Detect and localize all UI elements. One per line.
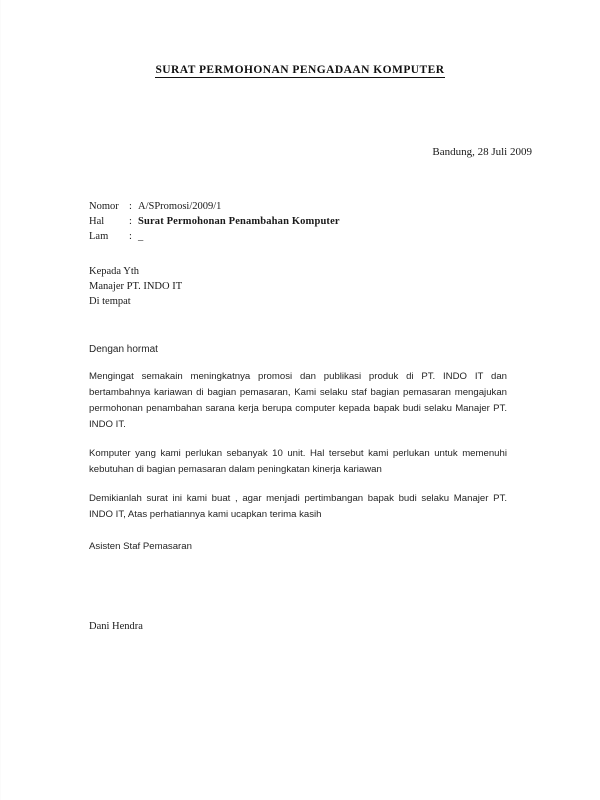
- reference-colon-nomor: :: [129, 201, 132, 212]
- reference-value-lam: _: [138, 231, 144, 242]
- letter-body: [89, 369, 507, 523]
- reference-value-hal: Surat Permohonan Penambahan Komputer: [138, 216, 340, 227]
- body-paragraph-1: Mengingat semakain meningkatnya promosi dan publikasi produk di PT. INDO IT dan bertambahnya kariawan di bagian pemasaran, Kami selaku staf bagian pemasaran mengajukan permohonan penambahan sarana kerja berupa computer kepada bapak budi selaku Manajer PT. INDO IT.: [89, 371, 507, 430]
- reference-block: [89, 199, 340, 244]
- recipient-line-location: Di tempat: [89, 296, 131, 307]
- signer-name: Dani Hendra: [89, 621, 143, 632]
- reference-label-lam: Lam: [89, 231, 109, 242]
- reference-row-hal: [89, 214, 340, 229]
- reference-row-nomor: [89, 199, 340, 214]
- reference-colon-lam: :: [129, 231, 132, 242]
- letter-salutation: Dengan hormat: [89, 344, 158, 355]
- reference-label-hal: Hal: [89, 216, 105, 227]
- document-title: [0, 64, 600, 76]
- body-paragraph-3: Demikianlah surat ini kami buat , agar menjadi pertimbangan bapak budi selaku Manajer PT. INDO IT, Atas perhatiannya kami ucapkan terima kasih: [89, 493, 507, 520]
- reference-label-nomor: Nomor: [89, 201, 119, 212]
- recipient-line-salutation: Kepada Yth: [89, 266, 140, 277]
- document-title-text: SURAT PERMOHONAN PENGADAAN KOMPUTER: [155, 64, 445, 76]
- recipient-line-organization: Manajer PT. INDO IT: [89, 281, 183, 292]
- body-paragraph-2: Komputer yang kami perlukan sebanyak 10 unit. Hal tersebut kami perlukan untuk memenuhi kebutuhan di bagian pemasaran dalam peningkatan kinerja kariawan: [89, 448, 507, 475]
- signature-position-title: Asisten Staf Pemasaran: [89, 541, 192, 552]
- scan-edge-artifact: [0, 0, 1, 800]
- reference-colon-hal: :: [129, 216, 132, 227]
- reference-row-lam: [89, 229, 340, 244]
- date-line: Bandung, 28 Juli 2009: [432, 146, 532, 158]
- reference-value-nomor: A/SPromosi/2009/1: [138, 201, 222, 212]
- recipient-block: [89, 264, 182, 309]
